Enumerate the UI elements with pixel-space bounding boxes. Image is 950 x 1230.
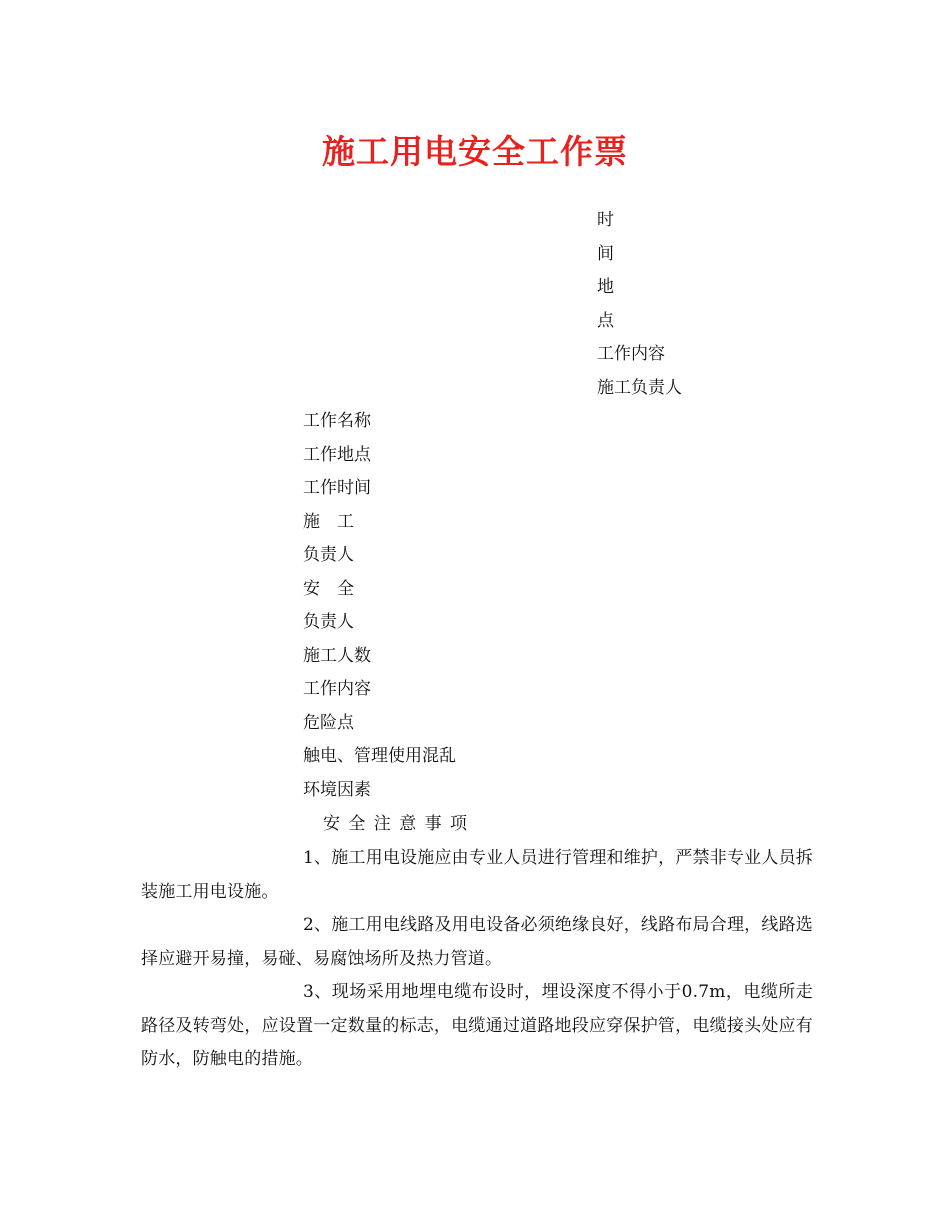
notes-heading: 安 全 注 意 事 项 bbox=[323, 814, 468, 834]
right-column-line: 间 bbox=[597, 244, 614, 264]
note-paragraph: 3、现场采用地埋电缆布设时，埋设深度不得小于0.7m，电缆所走路径及转弯处，应设置一定数量的标志，电缆通过道路地段应穿保护管，电缆接头处应有防水，防触电的措施。 bbox=[141, 982, 813, 1069]
form-label: 工作时间 bbox=[303, 478, 371, 498]
form-label: 施 工 bbox=[303, 512, 354, 532]
form-label: 危险点 bbox=[303, 713, 354, 733]
note-paragraph: 1、施工用电设施应由专业人员进行管理和维护，严禁非专业人员拆装施工用电设施。 bbox=[141, 848, 813, 902]
right-column-line: 工作内容 bbox=[597, 344, 665, 364]
form-label: 安 全 bbox=[303, 579, 354, 599]
form-label: 环境因素 bbox=[303, 780, 371, 800]
form-label: 工作地点 bbox=[303, 445, 371, 465]
right-column-line: 点 bbox=[597, 311, 614, 331]
form-label: 负责人 bbox=[303, 612, 354, 632]
form-label: 触电、管理使用混乱 bbox=[303, 746, 456, 766]
right-column-line: 时 bbox=[597, 210, 614, 230]
right-column-line: 施工负责人 bbox=[597, 378, 682, 398]
page-title: 施工用电安全工作票 bbox=[322, 132, 628, 171]
form-label: 工作名称 bbox=[303, 411, 371, 431]
right-column-line: 地 bbox=[597, 277, 614, 297]
form-label: 施工人数 bbox=[303, 646, 371, 666]
note-paragraph: 2、施工用电线路及用电设备必须绝缘良好，线路布局合理，线路选择应避开易撞，易碰、易腐蚀场所及热力管道。 bbox=[141, 915, 813, 969]
form-label: 工作内容 bbox=[303, 679, 371, 699]
form-label: 负责人 bbox=[303, 545, 354, 565]
